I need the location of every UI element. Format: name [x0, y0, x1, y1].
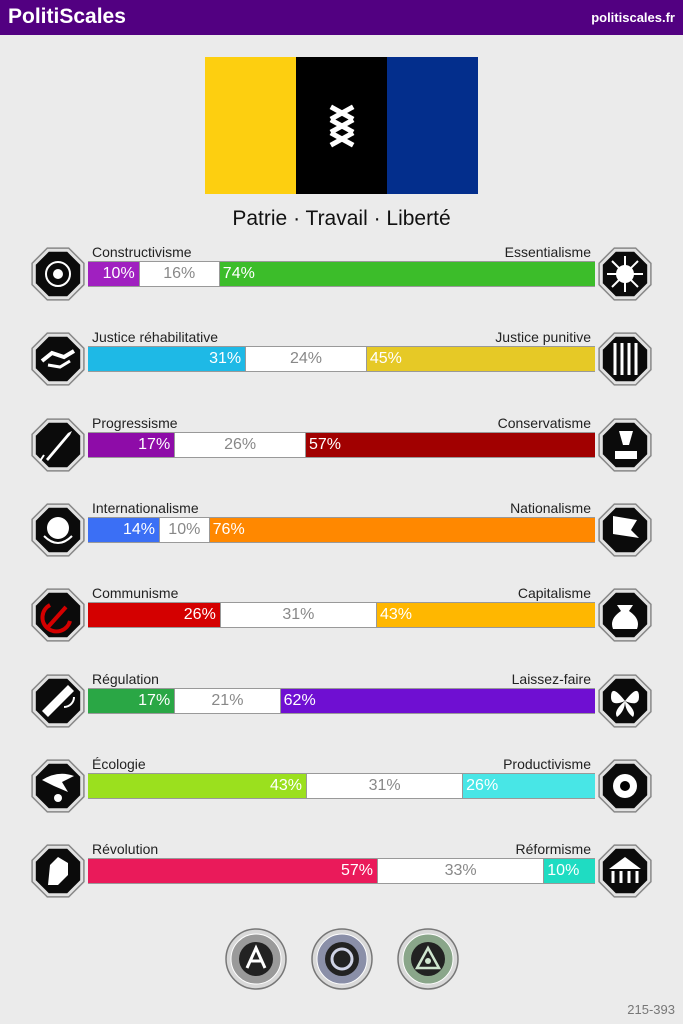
axis-right-score: 62% — [281, 689, 595, 713]
axis-score-bar — [88, 602, 595, 628]
axis-left-score: 26% — [88, 603, 220, 627]
axis-left-label: Écologie — [92, 755, 146, 772]
hammer-sickle-icon — [28, 585, 88, 645]
bird-icon — [28, 756, 88, 816]
axis-right-score: 74% — [220, 262, 595, 286]
parliament-icon — [595, 841, 655, 901]
globe-laurel-icon — [28, 500, 88, 560]
money-bag-icon — [595, 585, 655, 645]
handshake-icon — [28, 329, 88, 389]
flag-symbol-icon — [327, 104, 357, 148]
axis-neutral-score: 10% — [159, 518, 210, 542]
axis-right-label: Réformisme — [515, 841, 591, 858]
axis-right-label: Essentialisme — [504, 244, 591, 260]
butterfly-icon — [595, 671, 655, 731]
axis-row — [0, 415, 683, 500]
axis-row — [0, 585, 683, 670]
result-flag — [205, 57, 478, 194]
axis-score-bar — [88, 773, 595, 799]
axis-neutral-score: 16% — [139, 262, 220, 286]
axis-right-score: 10% — [544, 859, 595, 883]
axis-left-label: Internationalisme — [92, 499, 199, 516]
axis-left-label: Communisme — [92, 585, 179, 602]
axis-row — [0, 671, 683, 756]
axis-right-score: 57% — [306, 433, 595, 457]
quill-ink-icon — [595, 415, 655, 475]
axis-row — [0, 329, 683, 414]
axis-score-bar — [88, 261, 595, 287]
axis-neutral-score: 31% — [306, 774, 463, 798]
axis-right-label: Nationalisme — [510, 499, 591, 516]
flag-stripe-left — [205, 57, 296, 194]
axis-left-score: 31% — [88, 347, 245, 371]
axis-left-score: 17% — [88, 433, 174, 457]
conspiracy-badge — [397, 928, 459, 990]
axis-row — [0, 756, 683, 841]
gear-icon — [595, 756, 655, 816]
essentialism-icon — [595, 244, 655, 304]
site-link[interactable]: politiscales.fr — [591, 10, 675, 25]
anarchism-badge — [225, 928, 287, 990]
result-code: 215-393 — [627, 1002, 675, 1017]
pragmatism-badge — [311, 928, 373, 990]
axis-score-bar — [88, 432, 595, 458]
axis-left-score: 14% — [88, 518, 159, 542]
flag-stripe-center — [296, 57, 387, 194]
badges-row — [225, 928, 460, 990]
axis-row — [0, 244, 683, 329]
axis-right-score: 45% — [367, 347, 595, 371]
axis-left-score: 10% — [88, 262, 139, 286]
axis-right-label: Productivisme — [503, 755, 591, 772]
app-header — [0, 0, 683, 35]
axis-score-bar — [88, 688, 595, 714]
fist-icon — [28, 841, 88, 901]
axis-score-bar — [88, 858, 595, 884]
axis-right-label: Laissez-faire — [511, 670, 591, 687]
axis-right-score: 76% — [210, 518, 595, 542]
axis-right-label: Capitalisme — [517, 585, 591, 602]
axis-left-label: Révolution — [92, 841, 159, 858]
constructivism-icon — [28, 244, 88, 304]
motto: Patrie · Travail · Liberté — [232, 207, 451, 230]
ruler-icon — [28, 671, 88, 731]
axis-neutral-score: 24% — [245, 347, 367, 371]
axis-left-label: Régulation — [92, 670, 159, 687]
axis-left-label: Progressisme — [92, 414, 178, 431]
prison-bars-icon — [595, 329, 655, 389]
axis-right-score: 43% — [377, 603, 595, 627]
axis-right-label: Conservatisme — [497, 414, 591, 431]
axis-left-score: 17% — [88, 689, 174, 713]
axis-neutral-score: 31% — [220, 603, 377, 627]
axis-left-score: 43% — [88, 774, 306, 798]
axis-row — [0, 500, 683, 585]
flag-stripe-right — [387, 57, 478, 194]
axis-score-bar — [88, 346, 595, 372]
axis-left-score: 57% — [88, 859, 377, 883]
axis-row — [0, 841, 683, 926]
axis-score-bar — [88, 517, 595, 543]
axis-left-label: Constructivisme — [92, 244, 192, 260]
rocket-icon — [28, 415, 88, 475]
axis-right-label: Justice punitive — [495, 329, 591, 346]
axis-right-score: 26% — [463, 774, 595, 798]
axis-left-label: Justice réhabilitative — [92, 329, 219, 346]
axis-neutral-score: 26% — [174, 433, 306, 457]
axis-neutral-score: 33% — [377, 859, 544, 883]
axis-neutral-score: 21% — [174, 689, 280, 713]
flag-icon — [595, 500, 655, 560]
brand-title[interactable]: PolitiScales — [8, 5, 126, 28]
